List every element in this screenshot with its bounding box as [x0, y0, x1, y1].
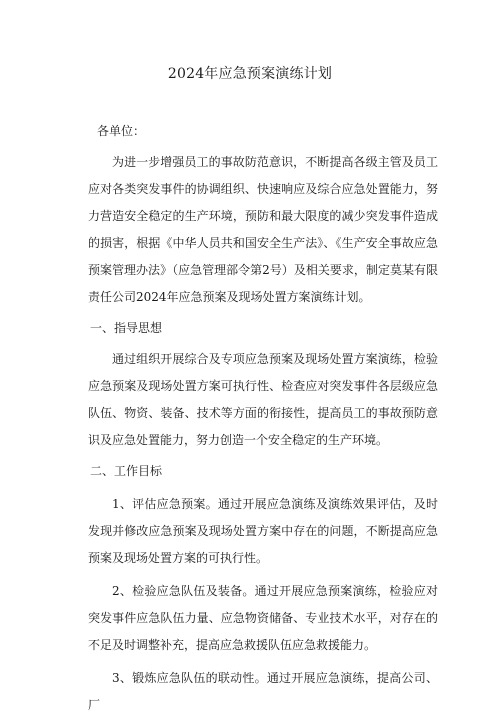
work-goal-item: 3、锻炼应急队伍的联动性。通过开展应急演练，提高公司、厂	[88, 671, 438, 712]
document-body	[88, 118, 438, 719]
work-goal-item: 2、检验应急队伍及装备。通过开展应急预案演练，检验应对突发事件应急队伍力量、应急物资储备、专业技术水平，对存在的不足及时调整补充，提高应急救援队伍应急救援能力。	[88, 584, 438, 652]
section-heading-work-goals: 二、工作目标	[90, 464, 163, 478]
section-heading-guiding-ideology: 一、指导思想	[90, 321, 163, 335]
document-title: 2024年应急预案演练计划	[167, 66, 333, 82]
guiding-ideology-paragraph: 通过组织开展综合及专项应急预案及现场处置方案演练，检验应急预案及现场处置方案可执行性、检查应对突发事件各层级应急队伍、物资、装备、技术等方面的衔接性，提高员工的事故预防意识及应急处置能力，努力创造一个安全稳定的生产环境。	[88, 352, 438, 447]
work-goal-item: 1、评估应急预案。通过开展应急演练及演练效果评估，及时发现并修改应急预案及现场处置方案中存在的问题，不断提高应急预案及现场处置方案的可执行性。	[88, 497, 438, 565]
intro-paragraph: 为进一步增强员工的事故防范意识，不断提高各级主管及员工应对各类突发事件的协调组织、快速响应及综合应急处置能力，努力营造安全稳定的生产环境，预防和最大限度的减少突发事件造成的损害，根据《中华人员共和国安全生产法》、《生产安全事故应急预案管理办法》（应急管理部令第2号）及相关要求，制定莫某有限责任公司2024年应急预案及现场处置方案演练计划。	[88, 155, 438, 304]
salutation: 各单位：	[97, 124, 146, 138]
